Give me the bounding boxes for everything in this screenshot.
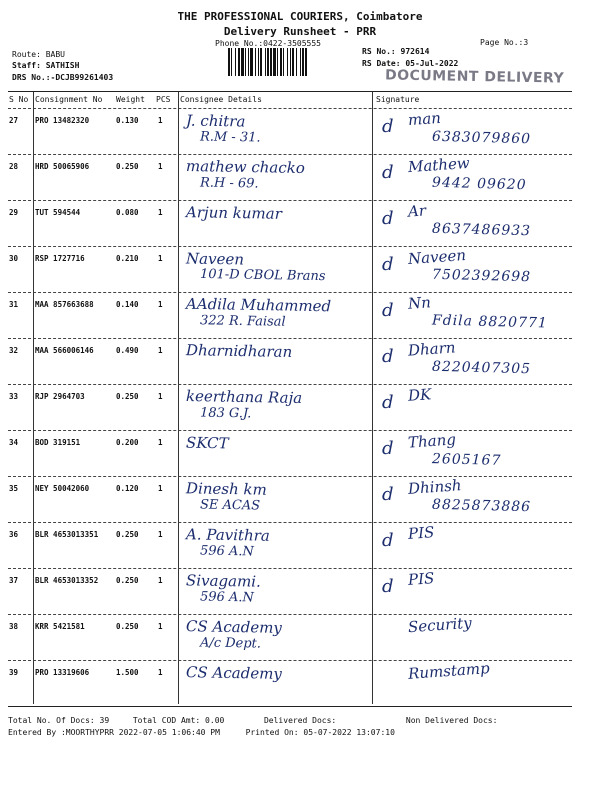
row-signature-mark: d xyxy=(382,438,394,459)
row-weight: 0.250 xyxy=(116,392,139,401)
row-consignment-no: TUT 594544 xyxy=(35,208,81,217)
row-pcs: 1 xyxy=(158,162,163,171)
row-weight: 0.250 xyxy=(116,576,139,585)
row-sno: 32 xyxy=(9,346,19,355)
entered-by: Entered By :MOORTHYPRR 2022-07-05 1:06:40 PM xyxy=(8,728,220,737)
row-divider xyxy=(8,384,572,385)
printed-on: Printed On: 05-07-2022 13:07:10 xyxy=(245,728,395,737)
row-pcs: 1 xyxy=(158,300,163,309)
row-signature-mark: d xyxy=(382,162,394,183)
row-consignment-no: BOD 319151 xyxy=(35,438,81,447)
row-consignee-name: Dharnidharan xyxy=(185,341,293,361)
row-consignee-name: AAdila Muhammed xyxy=(185,294,332,316)
route-label: Route: BABU xyxy=(12,50,65,59)
row-consignee-room: 101-D CBOL Brans xyxy=(199,266,326,285)
row-signature-mark: d xyxy=(382,576,394,597)
row-signature: PIS xyxy=(407,523,435,543)
row-pcs: 1 xyxy=(158,346,163,355)
col-details-header: Consignee Details xyxy=(180,95,262,104)
row-phone: 8637486933 xyxy=(431,220,532,240)
row-sno: 38 xyxy=(9,622,19,631)
row-consignment-no: NEY 50042060 xyxy=(35,484,90,493)
row-consignment-no: HRD 50065906 xyxy=(35,162,90,171)
row-phone: Fdila 8820771 xyxy=(431,312,548,332)
row-divider xyxy=(8,568,572,569)
row-consignee-room: R.H - 69. xyxy=(199,175,259,192)
row-weight: 0.080 xyxy=(116,208,139,217)
row-divider xyxy=(8,292,572,293)
row-sno: 36 xyxy=(9,530,19,539)
row-consignee-room: 183 G.J. xyxy=(199,405,252,422)
row-consignment-no: RJP 2964703 xyxy=(35,392,85,401)
row-divider xyxy=(8,154,572,155)
row-signature-mark: d xyxy=(382,484,394,505)
total-cod: Total COD Amt: 0.00 xyxy=(132,716,225,725)
row-sno: 27 xyxy=(9,116,19,125)
row-consignee-name: keerthana Raja xyxy=(185,386,303,408)
col-signature-header: Signature xyxy=(376,95,420,104)
row-weight: 0.210 xyxy=(116,254,139,263)
row-phone: 6383079860 xyxy=(431,128,532,148)
delivered-docs: Delivered Docs: xyxy=(263,716,337,725)
footer-meta xyxy=(8,728,395,737)
row-consignee-room: R.M - 31. xyxy=(199,129,261,146)
row-weight: 0.200 xyxy=(116,438,139,447)
row-weight: 0.130 xyxy=(116,116,139,125)
row-signature: Mathew xyxy=(407,153,471,177)
col-consignment-header: Consignment No xyxy=(35,95,103,104)
row-sno: 30 xyxy=(9,254,19,263)
row-consignee-name: CS Academy xyxy=(185,617,283,637)
non-delivered-docs: Non Delivered Docs: xyxy=(405,716,498,725)
document-delivery-stamp: DOCUMENT DELIVERY xyxy=(384,67,565,87)
phone-number: Phone No.:0422-3505555 xyxy=(215,39,321,48)
row-pcs: 1 xyxy=(158,208,163,217)
row-consignment-no: PRO 13482320 xyxy=(35,116,90,125)
row-signature-mark: d xyxy=(382,346,394,367)
row-signature-mark: d xyxy=(382,392,394,413)
row-pcs: 1 xyxy=(158,254,163,263)
row-signature: Dharn xyxy=(407,338,457,360)
row-consignment-no: MAA 857663688 xyxy=(35,300,94,309)
row-signature-mark: d xyxy=(382,254,394,275)
row-divider xyxy=(8,338,572,339)
row-consignee-name: Sivagami. xyxy=(185,571,261,591)
row-signature: Nn xyxy=(407,293,432,313)
row-signature-mark: d xyxy=(382,530,394,551)
row-weight: 0.250 xyxy=(116,530,139,539)
rs-date: RS Date: 05-Jul-2022 xyxy=(362,59,459,68)
runsheet-subtitle: Delivery Runsheet - PRR xyxy=(223,25,377,38)
row-consignment-no: PRO 13319606 xyxy=(35,668,90,677)
row-consignee-room: 596 A.N xyxy=(199,543,254,560)
row-phone: 8825873886 xyxy=(431,496,532,516)
col-separator xyxy=(372,92,373,704)
row-signature: man xyxy=(407,108,442,130)
row-signature: Thang xyxy=(407,430,457,452)
row-phone: 7502392698 xyxy=(431,266,532,286)
row-signature: DK xyxy=(407,385,432,405)
row-divider xyxy=(8,476,572,477)
row-consignment-no: RSP 1727716 xyxy=(35,254,85,263)
row-sno: 35 xyxy=(9,484,19,493)
row-phone: 9442 09620 xyxy=(431,174,527,194)
row-signature: Dhinsh xyxy=(407,476,463,498)
row-weight: 0.120 xyxy=(116,484,139,493)
row-signature: Ar xyxy=(407,201,427,221)
company-title: THE PROFESSIONAL COURIERS, Coimbatore xyxy=(177,10,423,23)
barcode xyxy=(228,48,354,76)
row-weight: 0.250 xyxy=(116,162,139,171)
row-pcs: 1 xyxy=(158,530,163,539)
row-pcs: 1 xyxy=(158,576,163,585)
page-number: Page No.:3 xyxy=(480,38,529,47)
row-weight: 0.250 xyxy=(116,622,139,631)
header-top-rule xyxy=(8,91,572,92)
row-pcs: 1 xyxy=(158,438,163,447)
row-consignee-name: J. chitra xyxy=(185,111,246,131)
row-consignment-no: MAA 566006146 xyxy=(35,346,94,355)
col-separator xyxy=(33,92,34,704)
row-pcs: 1 xyxy=(158,116,163,125)
footer-totals xyxy=(8,716,497,725)
row-weight: 0.140 xyxy=(116,300,139,309)
col-pcs-header: PCS xyxy=(156,95,171,104)
row-consignment-no: BLR 4653013351 xyxy=(35,530,99,539)
row-consignee-room: 322 R. Faisal xyxy=(199,313,286,330)
total-docs: Total No. Of Docs: 39 xyxy=(8,716,110,725)
row-consignee-name: mathew chacko xyxy=(185,156,306,178)
row-divider xyxy=(8,246,572,247)
row-pcs: 1 xyxy=(158,622,163,631)
header-bottom-rule xyxy=(8,108,572,109)
row-signature-mark: d xyxy=(382,116,394,137)
row-sno: 29 xyxy=(9,208,19,217)
row-divider xyxy=(8,522,572,523)
footer-rule xyxy=(8,706,572,707)
col-sno-header: S No xyxy=(9,95,29,104)
row-consignee-name: SKCT xyxy=(185,433,229,453)
row-sno: 39 xyxy=(9,668,19,677)
row-weight: 0.490 xyxy=(116,346,139,355)
staff-label: Staff: SATHISH xyxy=(12,61,80,70)
row-pcs: 1 xyxy=(158,484,163,493)
row-signature: Security xyxy=(407,613,473,637)
row-signature: Rumstamp xyxy=(407,659,491,683)
row-sno: 34 xyxy=(9,438,19,447)
row-sno: 37 xyxy=(9,576,19,585)
row-consignee-room: SE ACAS xyxy=(199,497,261,514)
row-phone: 2605167 xyxy=(431,451,502,469)
col-weight-header: Weight xyxy=(116,95,145,104)
row-sno: 31 xyxy=(9,300,19,309)
row-weight: 1.500 xyxy=(116,668,139,677)
row-phone: 8220407305 xyxy=(431,358,532,378)
row-consignee-name: Dinesh km xyxy=(185,479,267,499)
row-consignee-name: Arjun kumar xyxy=(185,203,282,223)
row-divider xyxy=(8,430,572,431)
row-signature: PIS xyxy=(407,569,435,589)
row-signature-mark: d xyxy=(382,208,394,229)
row-consignee-name: Naveen xyxy=(185,249,245,269)
row-signature: Naveen xyxy=(407,246,467,268)
row-consignment-no: KRR 5421581 xyxy=(35,622,85,631)
drs-number: DRS No.:-DCJB99261403 xyxy=(12,73,114,82)
row-signature-mark: d xyxy=(382,300,394,321)
row-pcs: 1 xyxy=(158,668,163,677)
row-consignee-name: A. Pavithra xyxy=(185,525,270,545)
row-consignee-room: A/c Dept. xyxy=(199,635,262,652)
row-divider xyxy=(8,200,572,201)
col-separator xyxy=(178,92,179,704)
row-divider xyxy=(8,614,572,615)
row-sno: 28 xyxy=(9,162,19,171)
rs-number: RS No.: 972614 xyxy=(362,47,430,56)
row-consignment-no: BLR 4653013352 xyxy=(35,576,99,585)
row-consignee-room: 596 A.N xyxy=(199,589,254,606)
row-sno: 33 xyxy=(9,392,19,401)
row-consignee-name: CS Academy xyxy=(185,663,283,683)
row-pcs: 1 xyxy=(158,392,163,401)
